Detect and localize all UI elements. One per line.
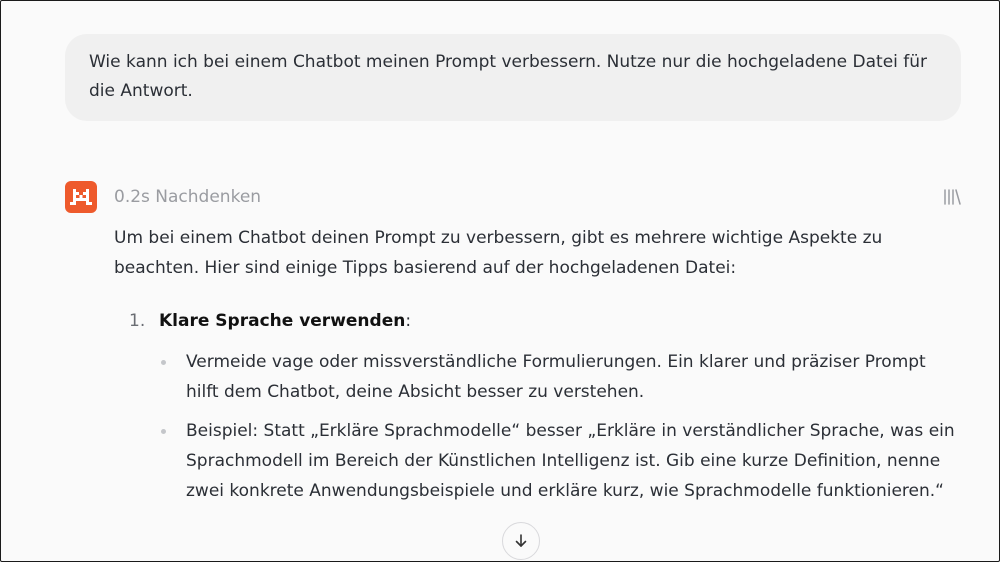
bullet-dot: [161, 429, 166, 434]
list-item-number: 1.: [129, 311, 146, 331]
assistant-avatar: [65, 181, 97, 213]
bullet-text: Vermeide vage oder missverständliche Formulierungen. Ein klarer und präziser Prompt hilft dem Chatbot, deine Absicht besser zu verstehen.: [186, 352, 926, 402]
list-item-heading: [159, 306, 411, 336]
thinking-duration[interactable]: 0.2s Nachdenken: [114, 187, 262, 207]
library-icon[interactable]: [941, 187, 963, 207]
bullet-text: Beispiel: Statt „Erkläre Sprachmodelle“ besser „Erkläre in verständlicher Sprache, was ein Sprachmodell im Bereich der Künstlichen Intelligenz ist. Gib eine kurze Definition, nenne zwei konkrete Anwendungsbeispiele und erkläre kurz, wie Sprachmodelle funktionieren.“: [186, 421, 955, 501]
scroll-down-button[interactable]: [502, 522, 540, 560]
list-item-title: Klare Sprache verwenden: [159, 311, 406, 331]
list-item-suffix: :: [405, 311, 412, 331]
user-message-bubble: [65, 34, 961, 121]
assistant-intro: Um bei einem Chatbot deinen Prompt zu verbessern, gibt es mehrere wichtige Aspekte zu beachten. Hier sind einige Tipps basierend auf der hochgeladenen Datei:: [114, 228, 883, 278]
user-message-text: Wie kann ich bei einem Chatbot meinen Prompt verbessern. Nutze nur die hochgeladene Datei für die Antwort.: [89, 52, 928, 101]
mistral-logo-icon: [65, 181, 97, 213]
bullet-dot: [161, 360, 166, 365]
arrow-down-icon: [512, 532, 530, 550]
